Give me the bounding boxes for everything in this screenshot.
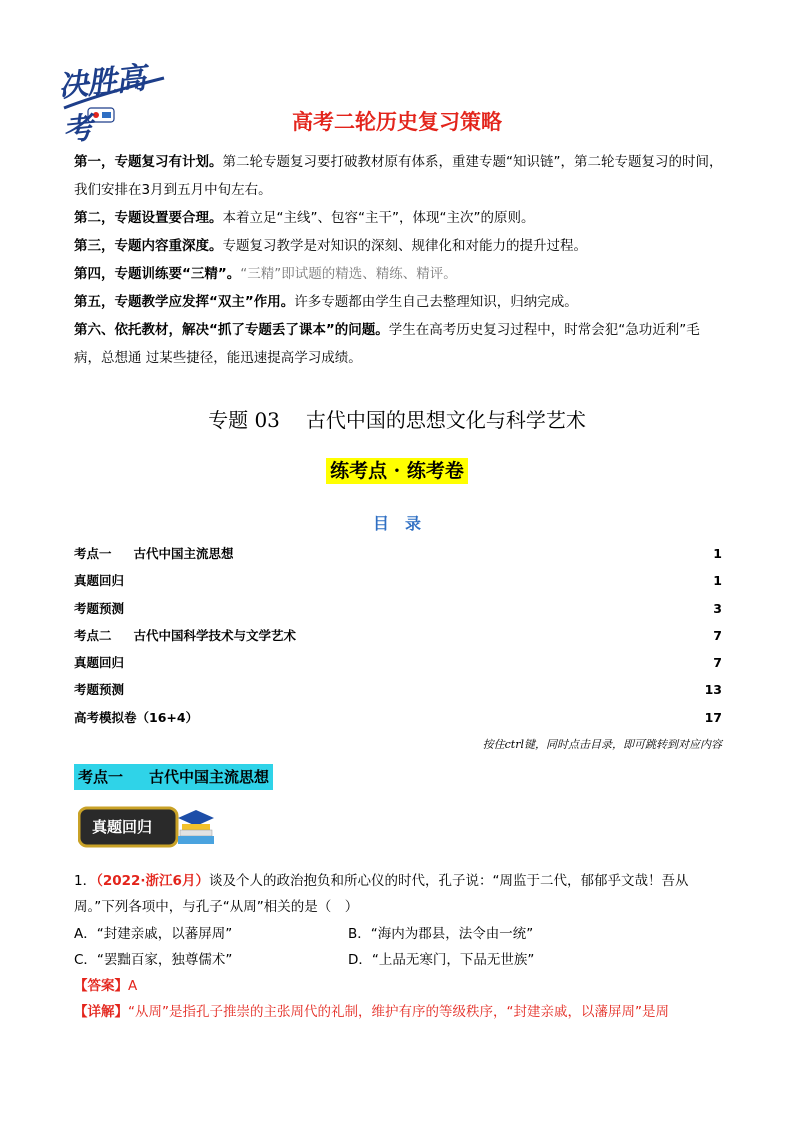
question-source: （2022·浙江6月）: [96, 873, 209, 889]
strategy-item-1: [74, 148, 724, 204]
toc-item-page: 1: [713, 546, 722, 561]
strategy-body: 许多专题都由学生自己去整理知识，归纳完成。: [294, 294, 578, 310]
table-of-contents: [74, 540, 722, 731]
toc-item[interactable]: [74, 704, 722, 731]
strategy-item-6: [74, 316, 724, 372]
option-a: A．“封建亲戚，以蕃屏周”: [74, 926, 233, 942]
strategy-lead: 第四，专题训练要“三精”。: [74, 266, 241, 282]
toc-item[interactable]: [74, 622, 722, 649]
toc-item-page: 7: [713, 627, 722, 643]
answer-label: 【答案】: [74, 978, 128, 994]
strategy-item-5: [74, 288, 724, 316]
detail-line: [74, 999, 724, 1025]
topic-number: 专题 03: [208, 408, 280, 432]
toc-item-title: 古代中国科学技术与文学艺术: [133, 627, 297, 643]
strategy-body: 本着立足“主线”、包容“主干”，体现“主次”的原则。: [222, 210, 535, 226]
strategy-item-3: [74, 232, 724, 260]
detail-text: “从周”是指孔子推崇的主张周代的礼制，维护有序的等级秩序，“封建亲戚，以藩屏周”是周: [128, 1004, 669, 1020]
toc-item[interactable]: [74, 540, 722, 567]
toc-item[interactable]: [74, 676, 722, 703]
strategy-lead: 第二，专题设置要合理。: [74, 210, 223, 226]
option-b: B．“海内为郡县，法令由一统”: [348, 926, 534, 942]
toc-item-page: 7: [713, 655, 722, 671]
answer-value: A: [128, 978, 138, 994]
subtitle-text: 练考点 · 练考卷: [326, 458, 468, 484]
section-heading: [74, 764, 273, 790]
toc-item-label: 考题预测: [74, 682, 125, 698]
strategy-lead: 第一，专题复习有计划。: [74, 154, 223, 170]
toc-item-page: 3: [713, 600, 722, 616]
toc-item[interactable]: [74, 595, 722, 622]
strategy-lead: 第六、依托教材，解决“抓了专题丢了课本”的问题。: [74, 322, 389, 338]
answer-line: [74, 973, 724, 999]
document-title: 高考二轮历史复习策略: [292, 110, 502, 134]
logo-text: 决胜高考: [56, 60, 147, 149]
detail-label: 【详解】: [74, 1004, 128, 1020]
question-number: 1．: [74, 873, 97, 889]
strategy-item-4: [74, 260, 724, 288]
badge-text: 真题回归: [92, 818, 153, 836]
strategy-body: 第二轮专题复习要打破教材原有体系，重建专题“知识链”，第二轮专题复习的时间，我们安排在3月到五月中旬左右。: [74, 154, 723, 198]
real-exam-badge: [78, 806, 218, 854]
option-c: C．“罢黜百家，独尊儒术”: [74, 952, 233, 968]
strategy-body: “三精”即试题的精选、精练、精评。: [240, 266, 457, 282]
strategy-item-2: [74, 204, 724, 232]
toc-hint: 按住ctrl键，同时点击目录，即可跳转到对应内容: [482, 738, 722, 751]
toc-heading: 目 录: [372, 514, 421, 533]
section-label: 考点一: [78, 768, 124, 786]
toc-item-label: 真题回归: [74, 655, 125, 671]
toc-item-page: 17: [704, 709, 722, 725]
toc-item-label: 考题预测: [74, 600, 125, 616]
question-stem: [74, 868, 724, 920]
topic-heading: [0, 404, 794, 433]
toc-item-page: 1: [713, 573, 722, 589]
toc-item-label: 考点一: [74, 546, 112, 561]
section-name: 古代中国主流思想: [149, 768, 270, 786]
strategy-lead: 第三，专题内容重深度。: [74, 238, 223, 254]
toc-item-page: 13: [704, 682, 722, 698]
subtitle: [0, 456, 794, 483]
toc-item-title: 古代中国主流思想: [133, 546, 234, 561]
strategy-body: 专题复习教学是对知识的深刻、规律化和对能力的提升过程。: [222, 238, 587, 254]
question-text: 谈及个人的政治抱负和所心仪的时代，孔子说：“周监于二代，郁郁乎文哉！吾从周。”下列各项中，与孔子“从周”相关的是（ ）: [74, 873, 689, 915]
toc-item[interactable]: [74, 649, 722, 676]
strategy-lead: 第五，专题教学应发挥“双主”作用。: [74, 294, 295, 310]
option-d: D．“上品无寒门，下品无世族”: [348, 952, 535, 968]
topic-name: 古代中国的思想文化与科学艺术: [305, 408, 586, 432]
strategy-body: 学生在高考历史复习过程中，时常会犯“急功近利”毛病，总想通 过某些捷径，能迅速提高学习成绩。: [74, 322, 700, 366]
toc-item-label: 考点二: [74, 627, 112, 643]
toc-item[interactable]: [74, 567, 722, 594]
strategy-list: [74, 148, 724, 372]
toc-item-label: 真题回归: [74, 573, 125, 589]
toc-item-label: 高考模拟卷（16+4）: [74, 709, 199, 725]
